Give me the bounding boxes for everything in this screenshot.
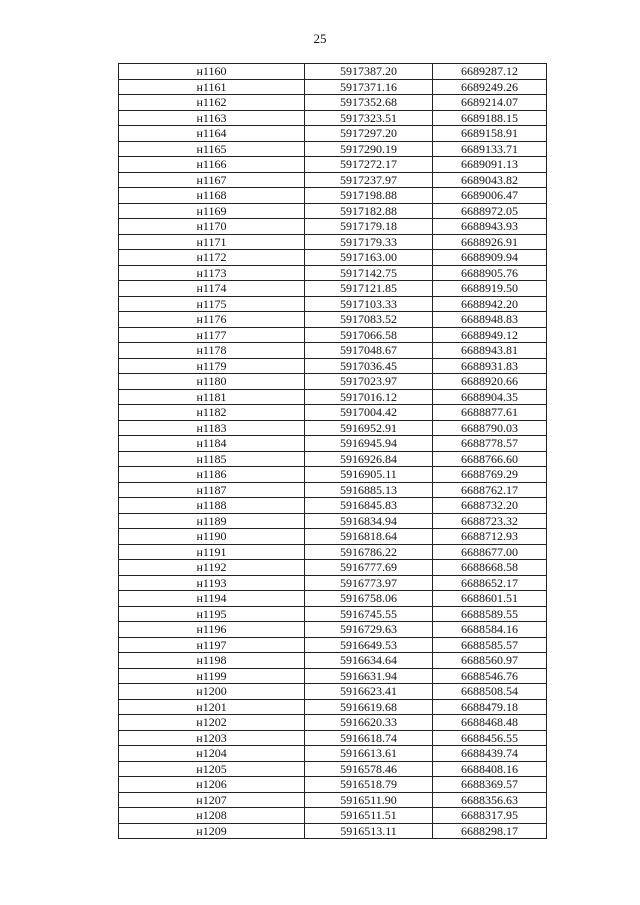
point-id-cell: н1198 [119,653,305,669]
y-coordinate-cell: 6688439.74 [433,746,547,762]
x-coordinate-cell: 5917083.52 [305,312,433,328]
y-coordinate-cell: 6688369.57 [433,777,547,793]
page-number: 25 [313,31,327,46]
y-coordinate-cell: 6688585.57 [433,637,547,653]
point-id-cell: н1200 [119,684,305,700]
point-id-cell: н1185 [119,451,305,467]
x-coordinate-cell: 5917066.58 [305,327,433,343]
point-id-cell: н1186 [119,467,305,483]
point-id-cell: н1188 [119,498,305,514]
point-id-cell: н1181 [119,389,305,405]
coordinates-table [118,63,547,839]
point-id-cell: н1182 [119,405,305,421]
point-id-cell: н1180 [119,374,305,390]
x-coordinate-cell: 5916613.61 [305,746,433,762]
y-coordinate-cell: 6688942.20 [433,296,547,312]
x-coordinate-cell: 5917048.67 [305,343,433,359]
x-coordinate-cell: 5916952.91 [305,420,433,436]
y-coordinate-cell: 6688479.18 [433,699,547,715]
y-coordinate-cell: 6688909.94 [433,250,547,266]
y-coordinate-cell: 6688546.76 [433,668,547,684]
x-coordinate-cell: 5917198.88 [305,188,433,204]
point-id-cell: н1193 [119,575,305,591]
x-coordinate-cell: 5916834.94 [305,513,433,529]
table-row [119,157,547,173]
y-coordinate-cell: 6688408.16 [433,761,547,777]
y-coordinate-cell: 6689188.15 [433,110,547,126]
y-coordinate-cell: 6689091.13 [433,157,547,173]
coordinates-table-body [119,64,547,839]
y-coordinate-cell: 6689006.47 [433,188,547,204]
table-row [119,405,547,421]
x-coordinate-cell: 5916945.94 [305,436,433,452]
table-row [119,575,547,591]
table-row [119,389,547,405]
table-row [119,126,547,142]
y-coordinate-cell: 6688762.17 [433,482,547,498]
point-id-cell: н1173 [119,265,305,281]
x-coordinate-cell: 5917179.33 [305,234,433,250]
x-coordinate-cell: 5917023.97 [305,374,433,390]
x-coordinate-cell: 5917272.17 [305,157,433,173]
point-id-cell: н1176 [119,312,305,328]
y-coordinate-cell: 6689287.12 [433,64,547,80]
point-id-cell: н1178 [119,343,305,359]
point-id-cell: н1183 [119,420,305,436]
x-coordinate-cell: 5916818.64 [305,529,433,545]
point-id-cell: н1167 [119,172,305,188]
table-row [119,637,547,653]
point-id-cell: н1169 [119,203,305,219]
point-id-cell: н1170 [119,219,305,235]
table-row [119,312,547,328]
point-id-cell: н1164 [119,126,305,142]
table-row [119,823,547,839]
y-coordinate-cell: 6688931.83 [433,358,547,374]
y-coordinate-cell: 6688468.48 [433,715,547,731]
point-id-cell: н1184 [119,436,305,452]
y-coordinate-cell: 6688948.83 [433,312,547,328]
x-coordinate-cell: 5916786.22 [305,544,433,560]
table-row [119,808,547,824]
y-coordinate-cell: 6688877.61 [433,405,547,421]
table-row [119,684,547,700]
table-row [119,529,547,545]
x-coordinate-cell: 5916620.33 [305,715,433,731]
table-row [119,358,547,374]
point-id-cell: н1199 [119,668,305,684]
table-row [119,281,547,297]
x-coordinate-cell: 5917179.18 [305,219,433,235]
x-coordinate-cell: 5916578.46 [305,761,433,777]
table-row [119,761,547,777]
point-id-cell: н1179 [119,358,305,374]
y-coordinate-cell: 6688589.55 [433,606,547,622]
point-id-cell: н1177 [119,327,305,343]
point-id-cell: н1189 [119,513,305,529]
y-coordinate-cell: 6688920.66 [433,374,547,390]
table-row [119,420,547,436]
x-coordinate-cell: 5917103.33 [305,296,433,312]
y-coordinate-cell: 6688943.93 [433,219,547,235]
y-coordinate-cell: 6688712.93 [433,529,547,545]
table-row [119,792,547,808]
x-coordinate-cell: 5916729.63 [305,622,433,638]
y-coordinate-cell: 6688766.60 [433,451,547,467]
x-coordinate-cell: 5916618.74 [305,730,433,746]
y-coordinate-cell: 6688769.29 [433,467,547,483]
y-coordinate-cell: 6688677.00 [433,544,547,560]
point-id-cell: н1207 [119,792,305,808]
point-id-cell: н1174 [119,281,305,297]
table-row [119,730,547,746]
x-coordinate-cell: 5917121.85 [305,281,433,297]
point-id-cell: н1205 [119,761,305,777]
table-row [119,653,547,669]
y-coordinate-cell: 6688972.05 [433,203,547,219]
point-id-cell: н1161 [119,79,305,95]
y-coordinate-cell: 6688298.17 [433,823,547,839]
y-coordinate-cell: 6688905.76 [433,265,547,281]
y-coordinate-cell: 6688601.51 [433,591,547,607]
table-row [119,141,547,157]
table-row [119,296,547,312]
point-id-cell: н1204 [119,746,305,762]
point-id-cell: н1194 [119,591,305,607]
table-row [119,746,547,762]
point-id-cell: н1208 [119,808,305,824]
x-coordinate-cell: 5916511.90 [305,792,433,808]
y-coordinate-cell: 6688943.81 [433,343,547,359]
y-coordinate-cell: 6689158.91 [433,126,547,142]
x-coordinate-cell: 5917297.20 [305,126,433,142]
x-coordinate-cell: 5917004.42 [305,405,433,421]
x-coordinate-cell: 5916623.41 [305,684,433,700]
point-id-cell: н1206 [119,777,305,793]
table-row [119,79,547,95]
x-coordinate-cell: 5916511.51 [305,808,433,824]
y-coordinate-cell: 6688926.91 [433,234,547,250]
y-coordinate-cell: 6688904.35 [433,389,547,405]
point-id-cell: н1190 [119,529,305,545]
point-id-cell: н1187 [119,482,305,498]
y-coordinate-cell: 6689043.82 [433,172,547,188]
table-row [119,668,547,684]
x-coordinate-cell: 5916649.53 [305,637,433,653]
point-id-cell: н1202 [119,715,305,731]
point-id-cell: н1209 [119,823,305,839]
table-row [119,343,547,359]
point-id-cell: н1191 [119,544,305,560]
y-coordinate-cell: 6688584.16 [433,622,547,638]
table-row [119,467,547,483]
table-row [119,498,547,514]
table-row [119,64,547,80]
table-row [119,606,547,622]
x-coordinate-cell: 5917352.68 [305,95,433,111]
y-coordinate-cell: 6688508.54 [433,684,547,700]
table-row [119,327,547,343]
table-row [119,234,547,250]
point-id-cell: н1165 [119,141,305,157]
x-coordinate-cell: 5917016.12 [305,389,433,405]
table-row [119,699,547,715]
y-coordinate-cell: 6688668.58 [433,560,547,576]
table-row [119,95,547,111]
point-id-cell: н1196 [119,622,305,638]
point-id-cell: н1172 [119,250,305,266]
y-coordinate-cell: 6688732.20 [433,498,547,514]
table-row [119,172,547,188]
y-coordinate-cell: 6688919.50 [433,281,547,297]
table-row [119,436,547,452]
table-row [119,544,547,560]
x-coordinate-cell: 5916885.13 [305,482,433,498]
table-row [119,560,547,576]
table-row [119,110,547,126]
point-id-cell: н1201 [119,699,305,715]
x-coordinate-cell: 5916745.55 [305,606,433,622]
point-id-cell: н1171 [119,234,305,250]
y-coordinate-cell: 6688652.17 [433,575,547,591]
point-id-cell: н1168 [119,188,305,204]
point-id-cell: н1166 [119,157,305,173]
x-coordinate-cell: 5917371.16 [305,79,433,95]
x-coordinate-cell: 5916513.11 [305,823,433,839]
y-coordinate-cell: 6688778.57 [433,436,547,452]
x-coordinate-cell: 5917323.51 [305,110,433,126]
x-coordinate-cell: 5917182.88 [305,203,433,219]
y-coordinate-cell: 6688949.12 [433,327,547,343]
table-row [119,482,547,498]
y-coordinate-cell: 6688790.03 [433,420,547,436]
y-coordinate-cell: 6688317.95 [433,808,547,824]
table-row [119,777,547,793]
y-coordinate-cell: 6688356.63 [433,792,547,808]
x-coordinate-cell: 5916926.84 [305,451,433,467]
y-coordinate-cell: 6689249.26 [433,79,547,95]
table-row [119,451,547,467]
point-id-cell: н1195 [119,606,305,622]
x-coordinate-cell: 5917387.20 [305,64,433,80]
y-coordinate-cell: 6688560.97 [433,653,547,669]
x-coordinate-cell: 5917237.97 [305,172,433,188]
x-coordinate-cell: 5916845.83 [305,498,433,514]
y-coordinate-cell: 6688723.32 [433,513,547,529]
point-id-cell: н1163 [119,110,305,126]
table-row [119,265,547,281]
x-coordinate-cell: 5916634.64 [305,653,433,669]
x-coordinate-cell: 5917036.45 [305,358,433,374]
point-id-cell: н1160 [119,64,305,80]
x-coordinate-cell: 5916631.94 [305,668,433,684]
table-row [119,374,547,390]
x-coordinate-cell: 5916518.79 [305,777,433,793]
table-row [119,591,547,607]
table-row [119,203,547,219]
x-coordinate-cell: 5917290.19 [305,141,433,157]
table-row [119,513,547,529]
x-coordinate-cell: 5916777.69 [305,560,433,576]
point-id-cell: н1192 [119,560,305,576]
y-coordinate-cell: 6689214.07 [433,95,547,111]
y-coordinate-cell: 6689133.71 [433,141,547,157]
x-coordinate-cell: 5917163.00 [305,250,433,266]
x-coordinate-cell: 5916773.97 [305,575,433,591]
x-coordinate-cell: 5916758.06 [305,591,433,607]
point-id-cell: н1175 [119,296,305,312]
point-id-cell: н1197 [119,637,305,653]
point-id-cell: н1203 [119,730,305,746]
point-id-cell: н1162 [119,95,305,111]
x-coordinate-cell: 5916619.68 [305,699,433,715]
table-row [119,250,547,266]
x-coordinate-cell: 5916905.11 [305,467,433,483]
table-row [119,715,547,731]
table-row [119,622,547,638]
y-coordinate-cell: 6688456.55 [433,730,547,746]
table-row [119,219,547,235]
table-row [119,188,547,204]
x-coordinate-cell: 5917142.75 [305,265,433,281]
